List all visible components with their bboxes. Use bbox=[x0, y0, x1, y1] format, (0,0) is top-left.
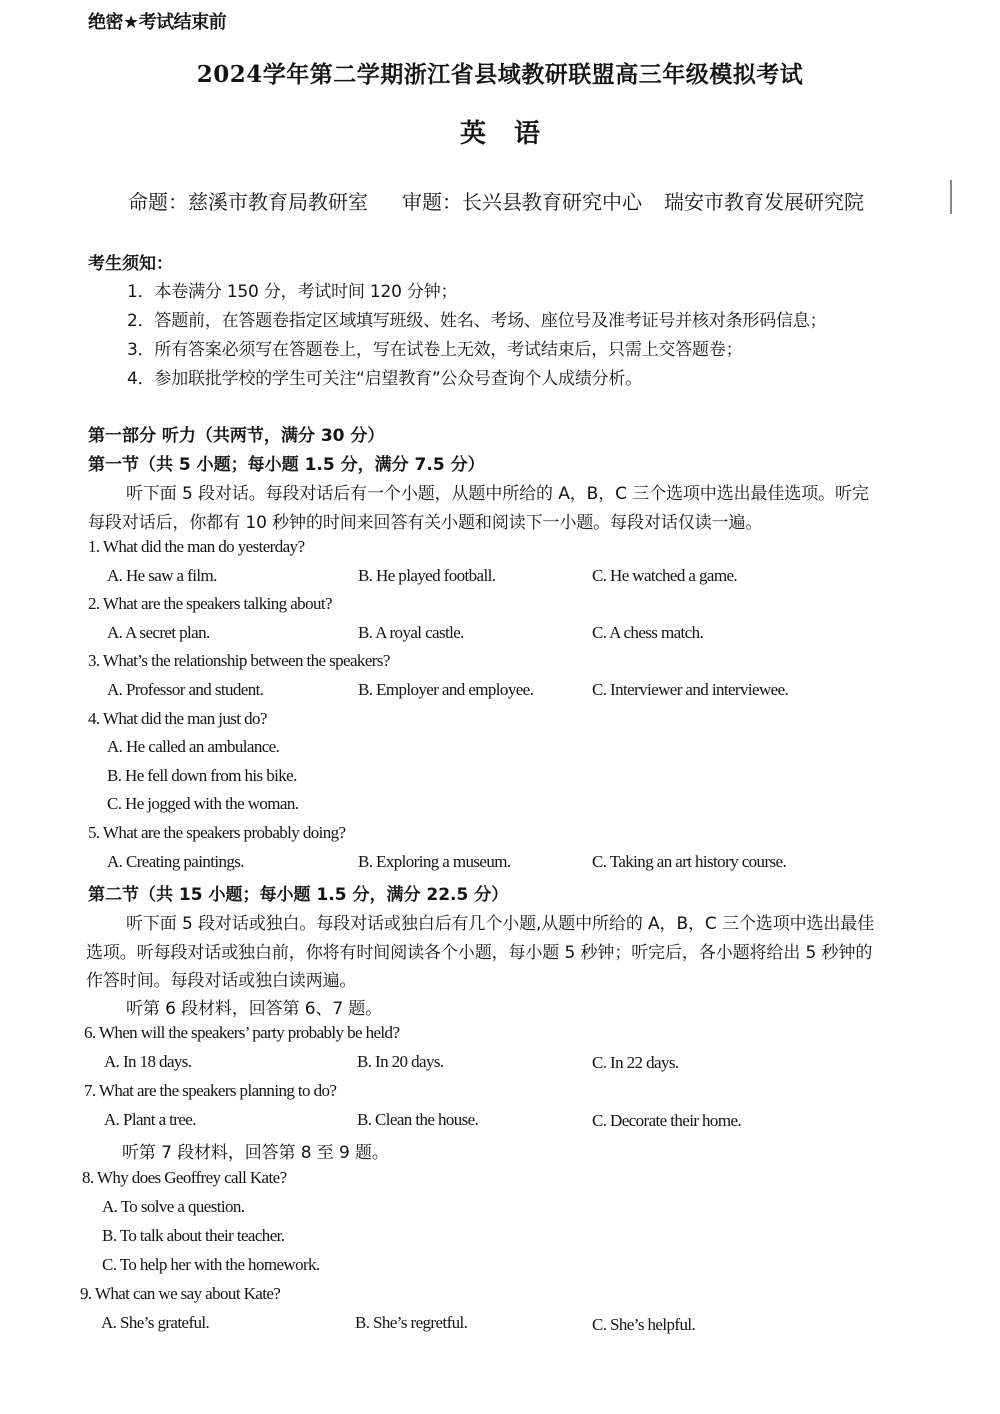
question-6: 6. When will the speakers’ party probably be held? bbox=[84, 1023, 400, 1042]
option-5a: A. Creating paintings. bbox=[107, 852, 244, 871]
setter-label: 命题：慈溪市教育局教研室 bbox=[128, 190, 368, 214]
question-4: 4. What did the man just do? bbox=[88, 709, 267, 728]
notice-item: 3．所有答案必须写在答题卷上，写在试卷上无效，考试结束后，只需上交答题卷； bbox=[127, 340, 743, 360]
option-2c: C. A chess match. bbox=[592, 623, 704, 642]
option-8b: B. To talk about their teacher. bbox=[102, 1226, 285, 1245]
question-8: 8. Why does Geoffrey call Kate? bbox=[82, 1168, 287, 1187]
section2-instructions-line: 选项。听每段对话或独白前，你将有时间阅读各个小题，每小题 5 秒钟；听完后，各小题将给出 5 秒钟的 bbox=[86, 943, 873, 963]
notice-item: 1．本卷满分 150 分，考试时间 120 分钟； bbox=[127, 282, 458, 302]
option-3c: C. Interviewer and interviewee. bbox=[592, 680, 789, 699]
question-9: 9. What can we say about Kate? bbox=[80, 1284, 281, 1303]
option-9b: B. She’s regretful. bbox=[355, 1313, 468, 1332]
notice-item: 2．答题前，在答题卷指定区域填写班级、姓名、考场、座位号及准考证号并核对条形码信息； bbox=[127, 311, 827, 331]
option-3a: A. Professor and student. bbox=[107, 680, 264, 699]
option-4c: C. He jogged with the woman. bbox=[107, 794, 299, 813]
section2-instructions-line: 作答时间。每段对话或独白读两遍。 bbox=[86, 971, 357, 991]
section1-instructions-line: 每段对话后，你都有 10 秒钟的时间来回答有关小题和阅读下一小题。每段对话仅读一遍。 bbox=[88, 513, 763, 533]
option-1c: C. He watched a game. bbox=[592, 566, 738, 585]
option-8c: C. To help her with the homework. bbox=[102, 1255, 320, 1274]
option-5c: C. Taking an art history course. bbox=[592, 852, 787, 871]
option-6b: B. In 20 days. bbox=[357, 1052, 444, 1071]
question-5: 5. What are the speakers probably doing? bbox=[88, 823, 346, 842]
option-7a: A. Plant a tree. bbox=[104, 1110, 196, 1129]
option-9a: A. She’s grateful. bbox=[101, 1313, 210, 1332]
scan-edge-divider bbox=[950, 180, 952, 214]
subject-char-1: 英 bbox=[459, 119, 486, 149]
option-9c: C. She’s helpful. bbox=[592, 1315, 696, 1334]
reviewer-label: 审题：长兴县教育研究中心 bbox=[402, 190, 642, 214]
section1-heading: 第一节（共 5 小题；每小题 1.5 分，满分 7.5 分） bbox=[88, 455, 485, 475]
option-4b: B. He fell down from his bike. bbox=[107, 766, 297, 785]
subject-char-2: 语 bbox=[514, 119, 541, 149]
subject-title bbox=[0, 113, 1000, 150]
option-8a: A. To solve a question. bbox=[102, 1197, 245, 1216]
option-7b: B. Clean the house. bbox=[357, 1110, 479, 1129]
option-6a: A. In 18 days. bbox=[104, 1052, 192, 1071]
exam-title: 2024学年第二学期浙江省县域教研联盟高三年级模拟考试 bbox=[196, 61, 804, 88]
option-6c: C. In 22 days. bbox=[592, 1053, 679, 1072]
option-7c: C. Decorate their home. bbox=[592, 1111, 742, 1130]
material-7-instruction: 听第 7 段材料，回答第 8 至 9 题。 bbox=[122, 1143, 389, 1163]
reviewer2-label: 瑞安市教育发展研究院 bbox=[664, 190, 864, 214]
option-2a: A. A secret plan. bbox=[107, 623, 210, 642]
authors-line bbox=[128, 186, 864, 215]
question-1: 1. What did the man do yesterday? bbox=[88, 537, 305, 556]
question-7: 7. What are the speakers planning to do? bbox=[84, 1081, 337, 1100]
confidential-label: 绝密★考试结束前 bbox=[88, 12, 227, 33]
question-2: 2. What are the speakers talking about? bbox=[88, 594, 332, 613]
notice-item: 4．参加联批学校的学生可关注“启望教育”公众号查询个人成绩分析。 bbox=[127, 369, 643, 389]
option-1a: A. He saw a film. bbox=[107, 566, 217, 585]
notice-heading: 考生须知： bbox=[88, 254, 173, 274]
section2-heading: 第二节（共 15 小题；每小题 1.5 分，满分 22.5 分） bbox=[88, 885, 509, 905]
option-4a: A. He called an ambulance. bbox=[107, 737, 280, 756]
option-1b: B. He played football. bbox=[358, 566, 496, 585]
question-3: 3. What’s the relationship between the speakers? bbox=[88, 651, 390, 670]
material-6-instruction: 听第 6 段材料，回答第 6、7 题。 bbox=[126, 999, 383, 1019]
option-2b: B. A royal castle. bbox=[358, 623, 464, 642]
section1-instructions-line: 听下面 5 段对话。每段对话后有一个小题，从题中所给的 A，B，C 三个选项中选出最佳选项。听完 bbox=[126, 484, 869, 504]
option-5b: B. Exploring a museum. bbox=[358, 852, 511, 871]
section2-instructions-line: 听下面 5 段对话或独白。每段对话或独白后有几个小题,从题中所给的 A，B，C 三个选项中选出最佳 bbox=[126, 914, 875, 934]
option-3b: B. Employer and employee. bbox=[358, 680, 534, 699]
part1-heading: 第一部分 听力（共两节，满分 30 分） bbox=[88, 426, 385, 446]
